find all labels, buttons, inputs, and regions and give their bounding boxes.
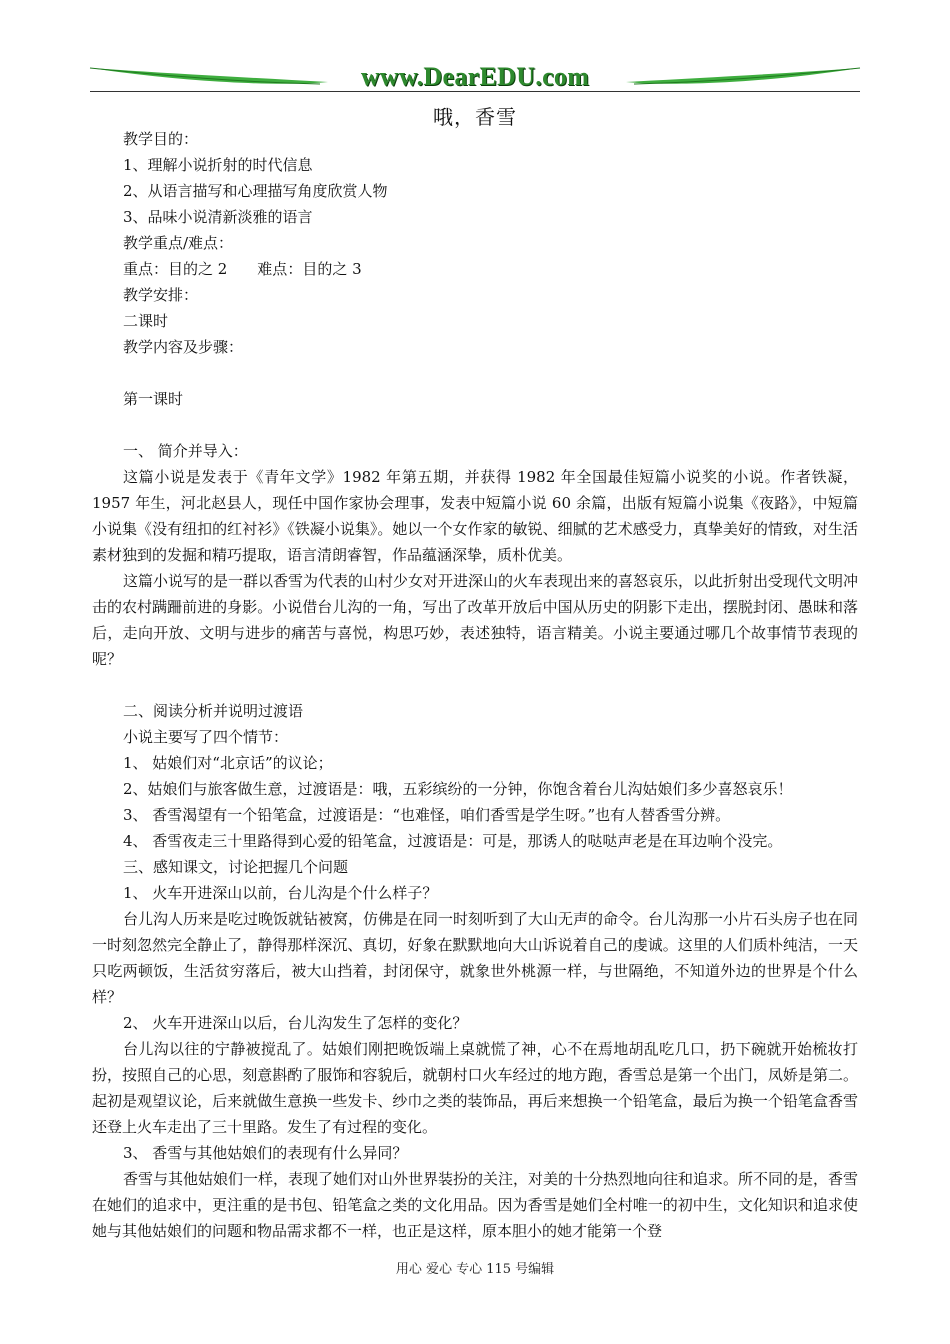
page-footer: 用心 爱心 专心 115 号编辑 bbox=[395, 1262, 555, 1277]
paragraph: 这篇小说写的是一群以香雪为代表的山村少女对开进深山的火车表现出来的喜怒哀乐，以此折射出受现代文明冲击的农村蹒跚前进的身影。小说借台儿沟的一角，写出了改革开放后中国从历史的阴影下走出，摆脱封闭、愚昧和落后，走向开放、文明与进步的痛苦与喜悦，构思巧妙，表述独特，语言精美。小说主要通过哪几个故事情节表现的呢？ bbox=[92, 572, 859, 668]
text-line: 1、理解小说折射的时代信息 bbox=[123, 156, 313, 174]
text-line: 2、从语言描写和心理描写角度欣赏人物 bbox=[123, 182, 388, 200]
document-title: 哦，香雪 bbox=[433, 105, 517, 129]
paragraph: 台儿沟人历来是吃过晚饭就钻被窝，仿佛是在同一时刻听到了大山无声的命令。台儿沟那一小片石头房子也在同一时刻忽然完全静止了，静得那样深沉、真切，好象在默默地向大山诉说着自己的虔诚。这里的人们质朴纯洁，一天只吃两顿饭，生活贫穷落后，被大山挡着，封闭保守，就象世外桃源一样，与世隔绝，不知道外边的世界是个什么样？ bbox=[92, 910, 859, 1006]
site-header bbox=[88, 60, 862, 94]
blank-line bbox=[92, 360, 858, 386]
text-line: 教学重点/难点： bbox=[123, 234, 234, 252]
paragraph: 台儿沟以往的宁静被搅乱了。姑娘们刚把晚饭端上桌就慌了神，心不在焉地胡乱吃几口，扔下碗就开始梳妆打扮，按照自己的心思，刻意斟酌了服饰和容貌后，就朝村口火车经过的地方跑，香雪总是第一个出门，凤娇是第二。起初是观望议论，后来就做生意换一些发卡、纱巾之类的装饰品，再后来想换一个铅笔盒，最后为换一个铅笔盒香雪还登上火车走出了三十里路。发生了有过程的变化。 bbox=[92, 1040, 858, 1136]
text-line: 小说主要写了四个情节： bbox=[123, 728, 289, 746]
document-body bbox=[92, 126, 858, 1244]
text-line: 教学目的： bbox=[123, 130, 199, 148]
text-line: 二课时 bbox=[123, 312, 169, 330]
paragraph: 香雪与其他姑娘们一样，表现了她们对山外世界装扮的关注，对美的十分热烈地向往和追求。所不同的是，香雪在她们的追求中，更注重的是书包、铅笔盒之类的文化用品。因为香雪是她们全村唯一的初中生，文化知识和追求使她与其他姑娘们的问题和物品需求都不一样，也正是这样，原本胆小的她才能第一个登 bbox=[92, 1170, 859, 1240]
question: 1、 火车开进深山以前，台儿沟是个什么样子？ bbox=[123, 884, 438, 902]
text-line: 教学内容及步骤： bbox=[123, 338, 244, 356]
list-item: 1、 姑娘们对“北京话”的议论； bbox=[123, 754, 333, 772]
question: 2、 火车开进深山以后，台儿沟发生了怎样的变化？ bbox=[123, 1014, 468, 1032]
paragraph: 这篇小说是发表于《青年文学》1982 年第五期，并获得 1982 年全国最佳短篇小说奖的小说。作者铁凝，1957 年生，河北赵县人，现任中国作家协会理事，发表中短篇小说 60 余篇，出版有短篇小说集《夜路》，中短篇小说集《没有纽扣的红衬衫》《铁凝小说集》。她以一个女作家的敏锐、细腻的艺术感受力，真挚美好的情致，对生活素材独到的发掘和精巧提取，语言清朗睿智，作品蕴涵深挚，质朴优美。 bbox=[92, 468, 858, 564]
header-rule bbox=[90, 91, 860, 92]
text-line: 重点：目的之 2 难点：目的之 3 bbox=[123, 260, 362, 278]
section-heading: 一、 简介并导入： bbox=[123, 442, 248, 460]
question: 3、 香雪与其他姑娘们的表现有什么异同？ bbox=[123, 1144, 408, 1162]
blank-line bbox=[92, 412, 858, 438]
section-heading: 三、感知课文，讨论把握几个问题 bbox=[123, 858, 349, 876]
section-heading: 第一课时 bbox=[123, 390, 184, 408]
blank-line bbox=[92, 672, 858, 698]
site-logo-text[interactable]: www.DearEDU.com bbox=[360, 62, 590, 91]
text-line: 教学安排： bbox=[123, 286, 199, 304]
section-heading: 二、阅读分析并说明过渡语 bbox=[123, 702, 304, 720]
list-item: 2、姑娘们与旅客做生意，过渡语是：哦，五彩缤纷的一分钟，你饱含着台儿沟姑娘们多少喜怒哀乐！ bbox=[123, 780, 793, 798]
list-item: 3、 香雪渴望有一个铅笔盒，过渡语是：“也难怪，咱们香雪是学生呀。”也有人替香雪分辨。 bbox=[123, 806, 731, 824]
list-item: 4、 香雪夜走三十里路得到心爱的铅笔盒，过渡语是：可是，那诱人的哒哒声老是在耳边响个没完。 bbox=[123, 832, 783, 850]
text-line: 3、品味小说清新淡雅的语言 bbox=[123, 208, 313, 226]
